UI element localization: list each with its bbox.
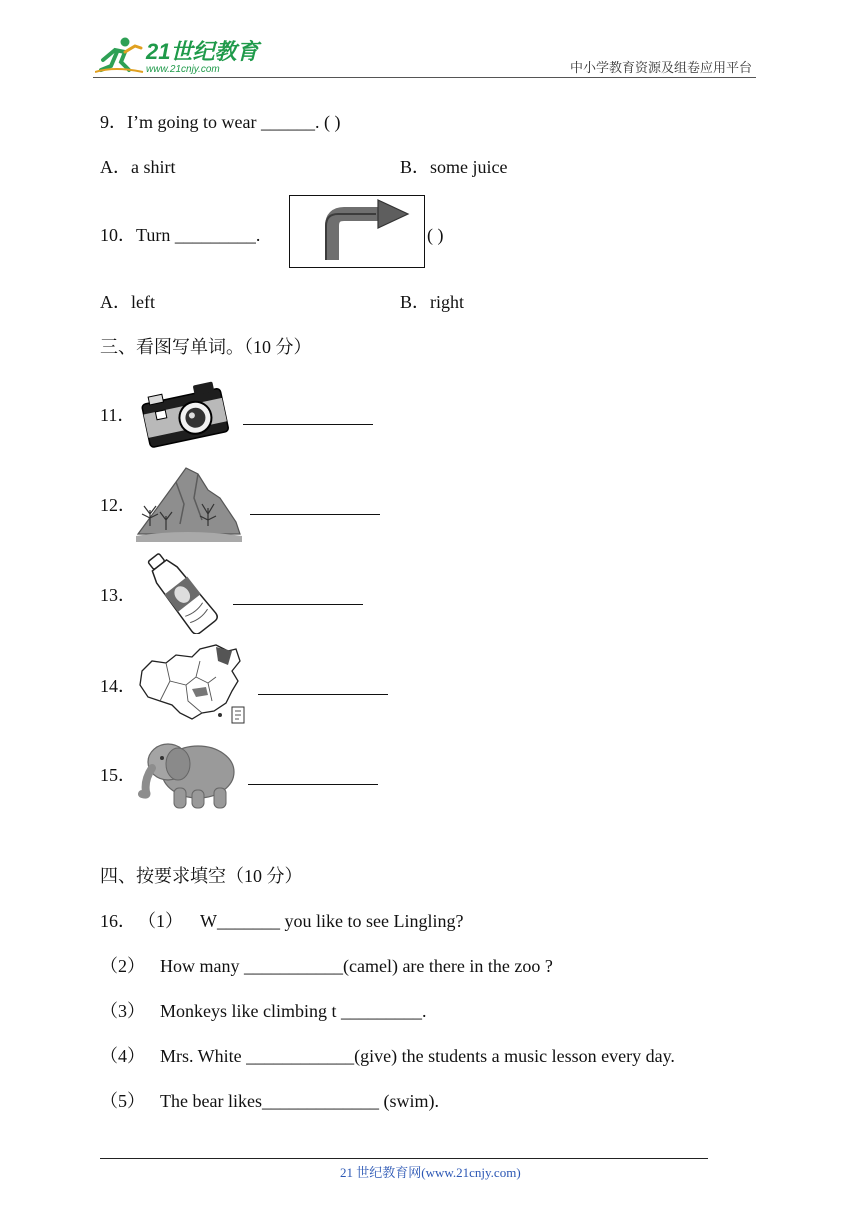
logo-url: www.21cnjy.com: [146, 64, 220, 75]
q9-option-a: A．a shirt: [100, 157, 176, 177]
q9-option-b: B．some juice: [400, 157, 508, 177]
section3-title: 三、看图写单词。（10 分）: [100, 337, 312, 357]
q10-option-a: A．left: [100, 292, 155, 312]
q16-item-text: Mrs. White ____________(give) the students a music lesson every day.: [160, 1046, 675, 1066]
turn-right-arrow-icon: [290, 196, 423, 266]
q12-number: 12．: [100, 495, 136, 515]
mountain-icon: [136, 464, 242, 542]
logo-text: 21世纪教育: [146, 39, 259, 64]
q10-picture-frame: [289, 195, 425, 268]
site-tag: 中小学教育资源及组卷应用平台: [570, 60, 753, 75]
logo-runner-icon: [95, 36, 145, 76]
q16-item-text: Monkeys like climbing t _________.: [160, 1001, 427, 1021]
header-divider: [93, 77, 756, 78]
q14-number: 14．: [100, 676, 136, 696]
q10-option-b: B．right: [400, 292, 465, 312]
q16-item-label: （1）: [138, 911, 183, 931]
elephant-icon: [138, 734, 238, 812]
q11-number: 11．: [100, 405, 136, 425]
q16-item-label: （5）: [100, 1091, 145, 1111]
q16-item-label: （3）: [100, 1001, 145, 1021]
q16-item-text: The bear likes_____________ (swim).: [160, 1091, 439, 1111]
camera-icon: [136, 376, 232, 448]
q12-answer-line[interactable]: [250, 514, 380, 515]
section4-title: 四、按要求填空（10 分）: [100, 866, 303, 886]
q10-answer-paren: ( ): [427, 225, 444, 245]
footer-divider: [100, 1158, 708, 1159]
q14-answer-line[interactable]: [258, 694, 388, 695]
q16-number: 16．: [100, 911, 136, 931]
china-map-icon: [136, 641, 248, 727]
water-bottle-icon: [136, 552, 226, 634]
q16-item-label: （4）: [100, 1046, 145, 1066]
footer-text: 21 世纪教育网(www.21cnjy.com): [340, 1165, 521, 1180]
q16-item-label: （2）: [100, 956, 145, 976]
q11-answer-line[interactable]: [243, 424, 373, 425]
q10-stem: 10．Turn _________.: [100, 225, 261, 245]
q13-answer-line[interactable]: [233, 604, 363, 605]
q9-stem: 9．I’m going to wear ______. ( ): [100, 112, 341, 132]
q15-number: 15．: [100, 765, 136, 785]
q16-item-text: W_______ you like to see Lingling?: [200, 911, 464, 931]
q16-item-text: How many ___________(camel) are there in the zoo ?: [160, 956, 553, 976]
q15-answer-line[interactable]: [248, 784, 378, 785]
q13-number: 13．: [100, 585, 136, 605]
